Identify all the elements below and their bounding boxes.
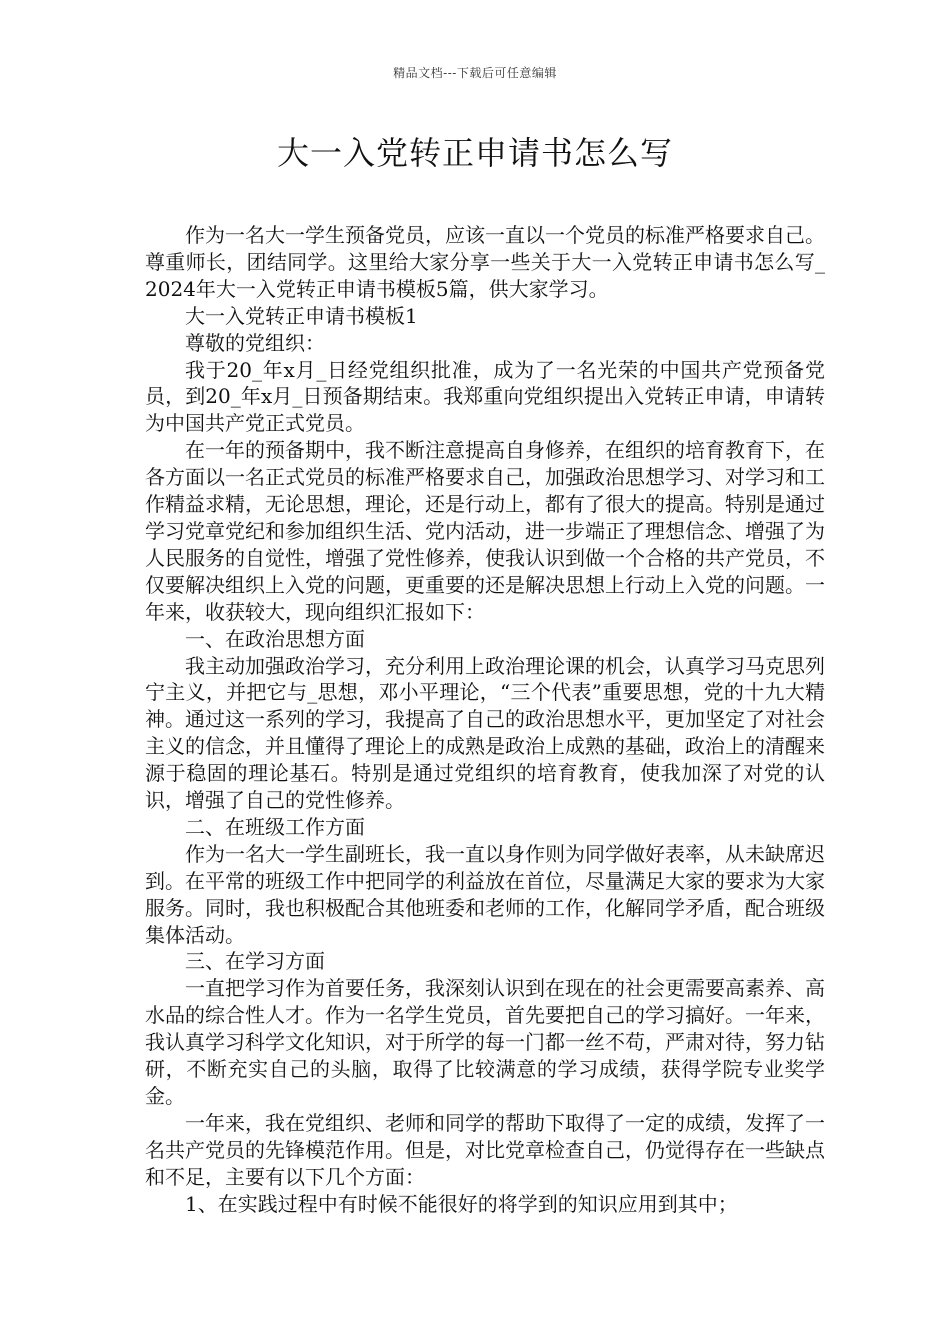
section-heading-politics: 一、在政治思想方面	[185, 626, 365, 651]
body-paragraph: 一年来，我在党组织、老师和同学的帮助下取得了一定的成绩，发挥了一名共产党员的先锋模范作用。但是，对比党章检查自己，仍觉得存在一些缺点和不足，主要有以下几个方面：	[145, 1110, 825, 1189]
body-paragraph: 我于20_年x月_日经党组织批准，成为了一名光荣的中国共产党预备党员，到20_年x月_日预备期结束。我郑重向党组织提出入党转正申请，申请转为中国共产党正式党员。	[145, 357, 825, 436]
body-paragraph: 在一年的预备期中，我不断注意提高自身修养，在组织的培育教育下，在各方面以一名正式党员的标准严格要求自己，加强政治思想学习、对学习和工作精益求精，无论思想，理论，还是行动上，都有了很大的提高。特别是通过学习党章党纪和参加组织生活、党内活动，进一步端正了理想信念、增强了为人民服务的自觉性，增强了党性修养，使我认识到做一个合格的共产党员，不仅要解决组织上入党的问题，更重要的还是解决思想上行动上入党的问题。一年来，收获较大，现向组织汇报如下：	[145, 438, 825, 624]
section-heading-class-work: 二、在班级工作方面	[185, 814, 365, 839]
document-title: 大一入党转正申请书怎么写	[276, 134, 673, 172]
intro-paragraph: 作为一名大一学生预备党员，应该一直以一个党员的标准严格要求自己。尊重师长，团结同学。这里给大家分享一些关于大一入党转正申请书怎么写_2024年大一入党转正申请书模板5篇，供大家学习。	[145, 223, 825, 301]
body-paragraph: 我主动加强政治学习，充分利用上政治理论课的机会，认真学习马克思列宁主义，并把它与_思想，邓小平理论，“三个代表”重要思想，党的十九大精神。通过这一系列的学习，我提高了自己的政治思想水平，更加坚定了对社会主义的信念，并且懂得了理论上的成熟是政治上成熟的基础，政治上的清醒来源于稳固的理论基石。特别是通过党组织的培育教育，使我加深了对党的认识，增强了自己的党性修养。	[145, 653, 825, 813]
template-heading: 大一入党转正申请书模板1	[185, 303, 418, 328]
body-paragraph: 一直把学习作为首要任务，我深刻认识到在现在的社会更需要高素养、高水品的综合性人才。作为一名学生党员，首先要把自己的学习搞好。一年来，我认真学习科学文化知识，对于所学的每一门都一丝不苟，严肃对待，努力钻研，不断充实自己的头脑，取得了比较满意的学习成绩，获得学院专业奖学金。	[145, 976, 825, 1108]
section-heading-study: 三、在学习方面	[185, 949, 325, 974]
list-item: 1、在实践过程中有时候不能很好的将学到的知识应用到其中；	[185, 1191, 738, 1216]
document-body	[145, 222, 825, 1218]
body-paragraph: 作为一名大一学生副班长，我一直以身作则为同学做好表率，从未缺席迟到。在平常的班级工作中把同学的利益放在首位，尽量满足大家的要求为大家服务。同时，我也积极配合其他班委和老师的工作，化解同学矛盾，配合班级集体活动。	[145, 841, 825, 947]
header-note: 精品文档---下载后可任意编辑	[393, 66, 557, 80]
salutation: 尊敬的党组织：	[185, 330, 325, 355]
